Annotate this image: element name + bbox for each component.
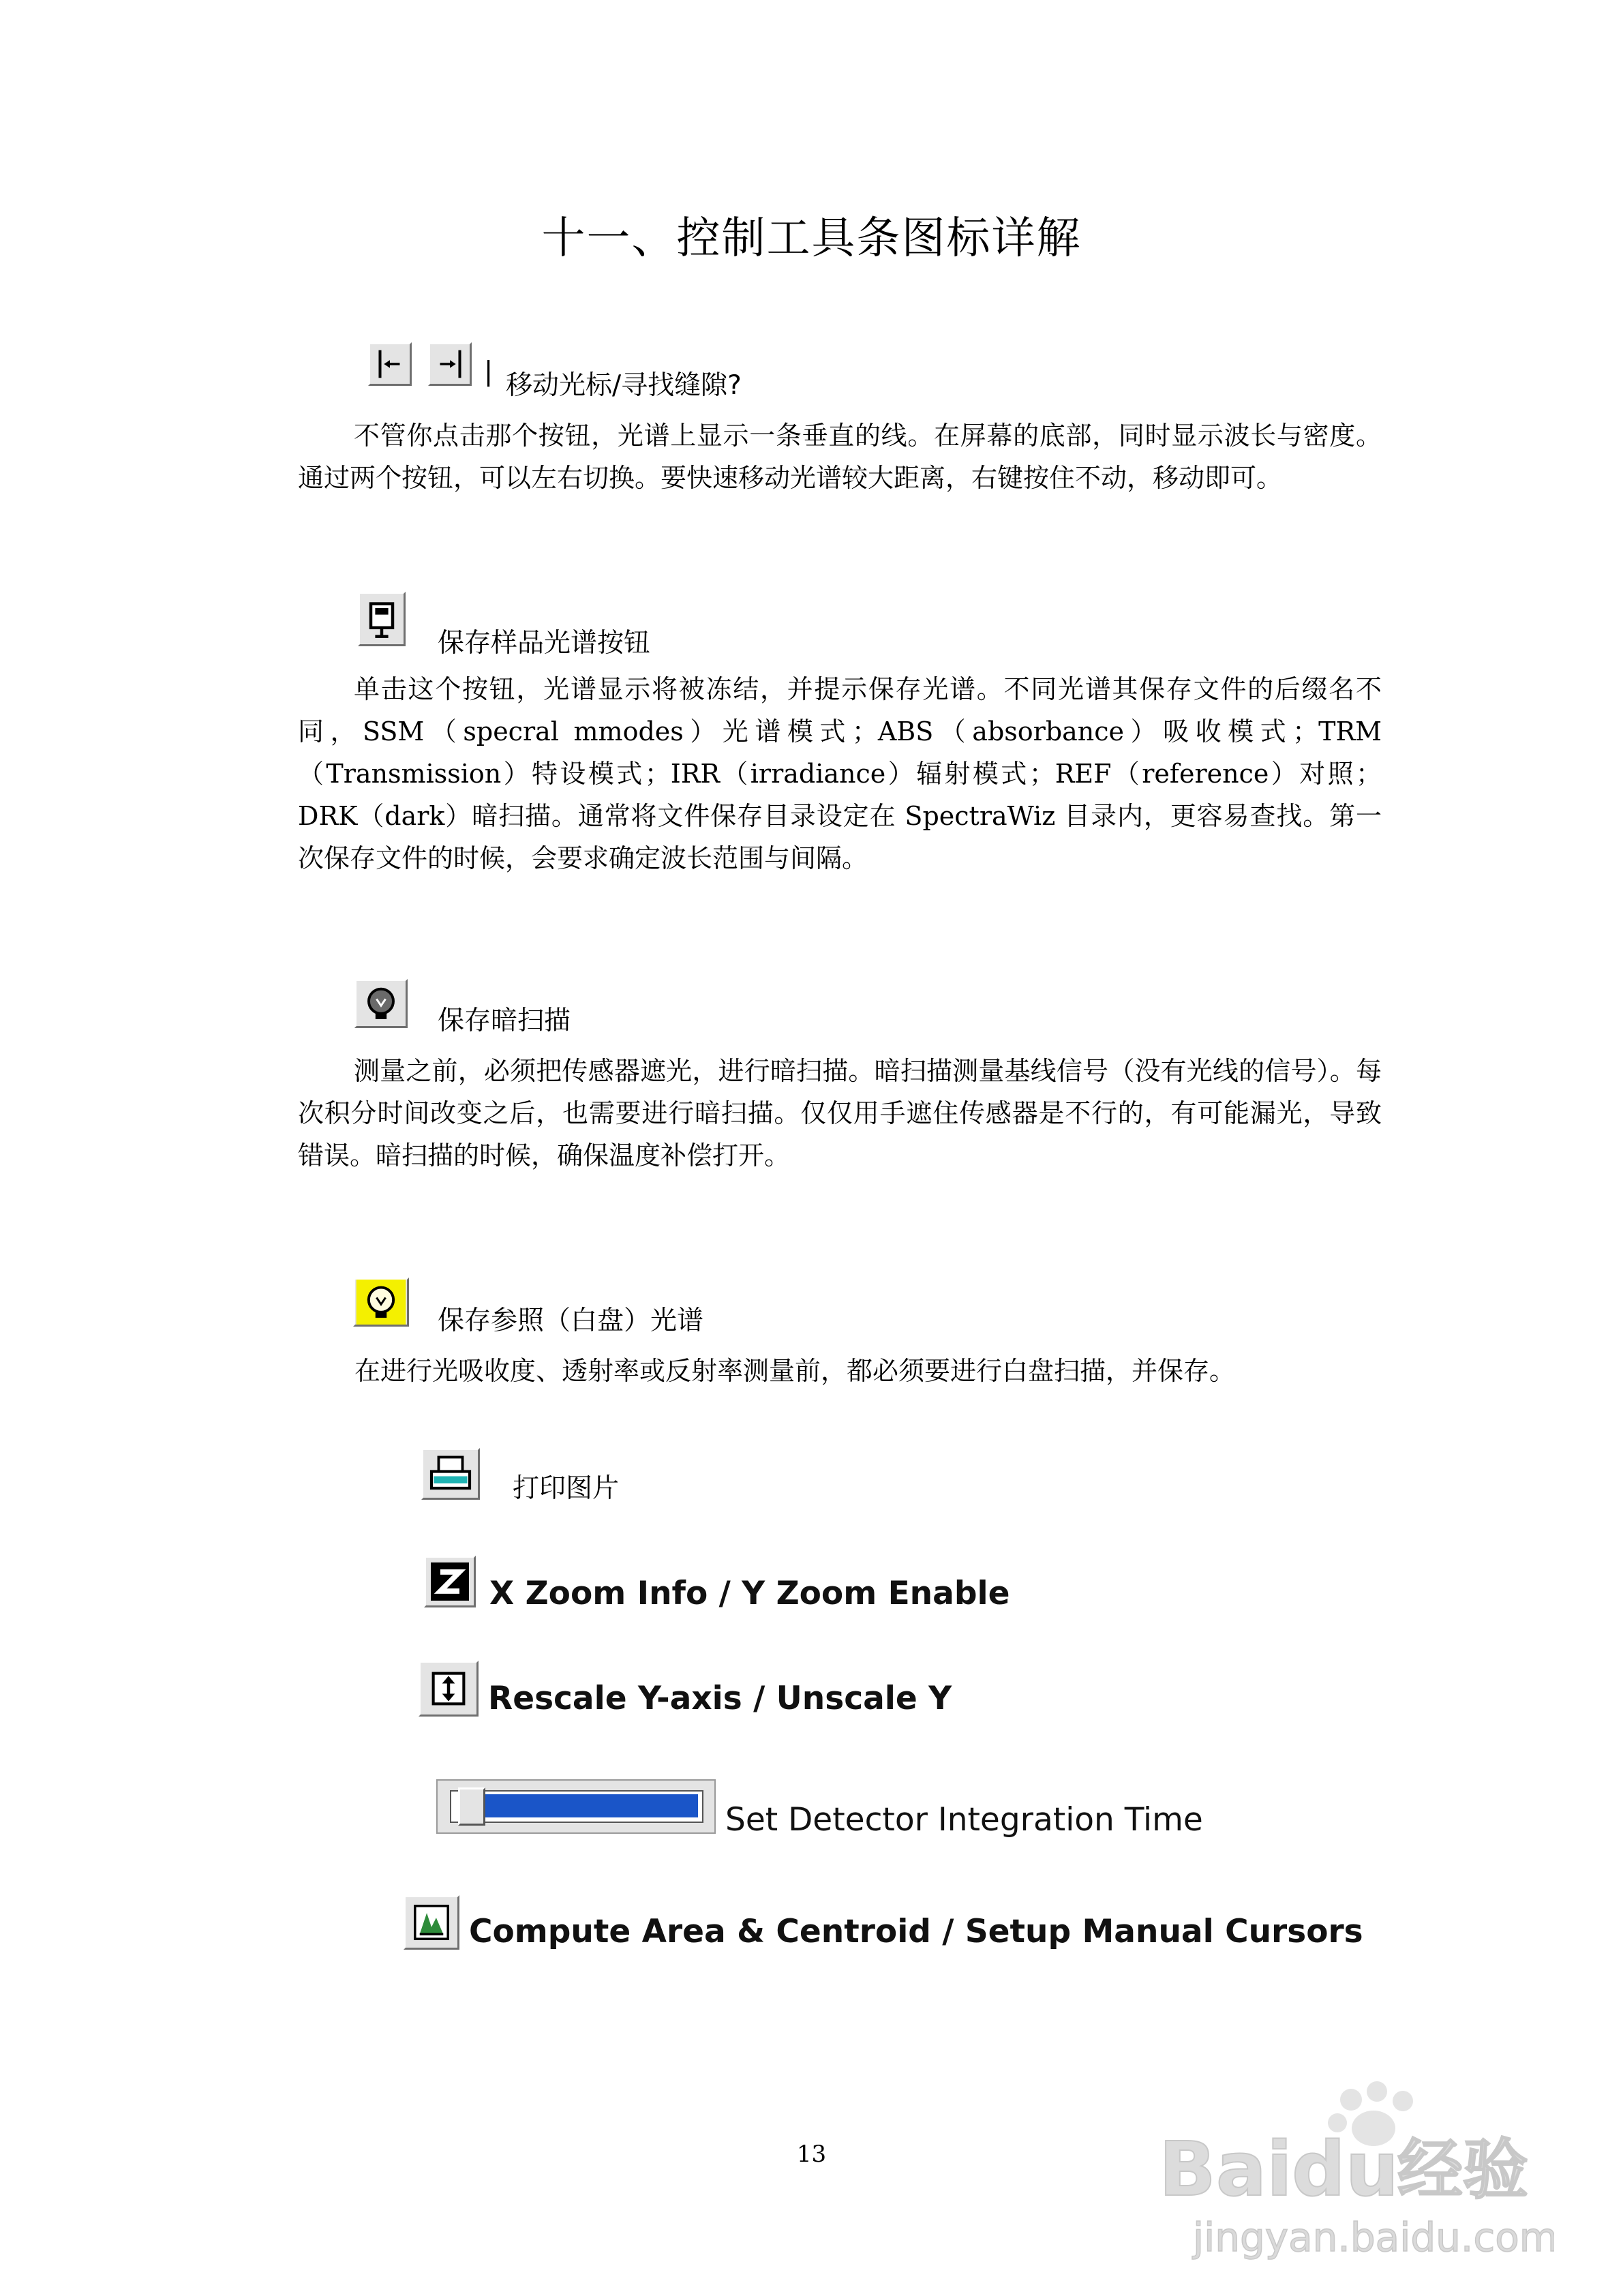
rescale-y-icon[interactable] bbox=[419, 1661, 479, 1717]
section-heading-cursor: 移动光标/寻找缝隙? bbox=[506, 370, 742, 401]
svg-text:经验: 经验 bbox=[1397, 2132, 1528, 2208]
dark-bulb-icon[interactable] bbox=[354, 979, 408, 1028]
integration-slider[interactable] bbox=[436, 1779, 716, 1834]
slider-fill bbox=[480, 1794, 698, 1817]
page-title: 十一、控制工具条图标详解 bbox=[541, 213, 1082, 264]
section-body-dark: 测量之前，必须把传感器遮光，进行暗扫描。暗扫描测量基线信号（没有光线的信号）。每次积分时间改变之后，也需要进行暗扫描。仅仅用手遮住传感器是不行的，有可能漏光，导致错误。暗扫描的时候，确保温度补偿打开。 bbox=[298, 1056, 1382, 1170]
zoom-z-icon[interactable] bbox=[424, 1556, 476, 1607]
section-heading-reference: 保存参照（白盘）光谱 bbox=[438, 1305, 704, 1336]
cursor-left-icon[interactable] bbox=[368, 342, 412, 386]
reference-bulb-icon[interactable] bbox=[353, 1278, 409, 1327]
svg-text:Bai: Bai bbox=[1159, 2126, 1292, 2213]
area-centroid-icon[interactable] bbox=[404, 1895, 459, 1950]
section-heading-dark: 保存暗扫描 bbox=[438, 1006, 571, 1036]
section-heading-save-sample: 保存样品光谱按钮 bbox=[438, 628, 651, 659]
tool-label-area: Compute Area & Centroid / Setup Manual Cursors bbox=[469, 1913, 1363, 1950]
separator-mark: | bbox=[484, 357, 494, 387]
section-body-save-sample: 单击这个按钮，光谱显示将被冻结，并提示保存光谱。不同光谱其保存文件的后缀名不同，SSM（specral mmodes）光谱模式；ABS（absorbance）吸收模式；TRM（Transmission）特设模式；IRR（irradiance）辐射模式；REF（reference）对照；DRK（dark）暗扫描。通常将文件保存目录设定在 SpectraWiz 目录内，更容易查找。第一次保存文件的时候，会要求确定波长范围与间隔。 bbox=[298, 674, 1382, 873]
svg-text:jingyan.baidu.com: jingyan.baidu.com bbox=[1193, 2214, 1554, 2261]
svg-text:du: du bbox=[1292, 2126, 1399, 2213]
printer-icon[interactable] bbox=[421, 1448, 480, 1500]
baidu-jingyan-watermark bbox=[1145, 2072, 1554, 2277]
cursor-right-icon[interactable] bbox=[428, 342, 472, 386]
tool-label-zoom: X Zoom Info / Y Zoom Enable bbox=[489, 1575, 1010, 1612]
slider-thumb[interactable] bbox=[458, 1787, 485, 1826]
tool-label-integration: Set Detector Integration Time bbox=[725, 1801, 1203, 1839]
save-sample-icon[interactable] bbox=[358, 592, 406, 646]
section-body-cursor: 不管你点击那个按钮，光谱上显示一条垂直的线。在屏幕的底部，同时显示波长与密度。通过两个按钮，可以左右切换。要快速移动光谱较大距离，右键按住不动，移动即可。 bbox=[298, 421, 1382, 493]
tool-label-print: 打印图片 bbox=[513, 1473, 620, 1504]
page-number: 13 bbox=[796, 2141, 827, 2168]
tool-label-rescale: Rescale Y-axis / Unscale Y bbox=[488, 1680, 952, 1717]
section-body-reference: 在进行光吸收度、透射率或反射率测量前，都必须要进行白盘扫描，并保存。 bbox=[354, 1356, 1236, 1386]
